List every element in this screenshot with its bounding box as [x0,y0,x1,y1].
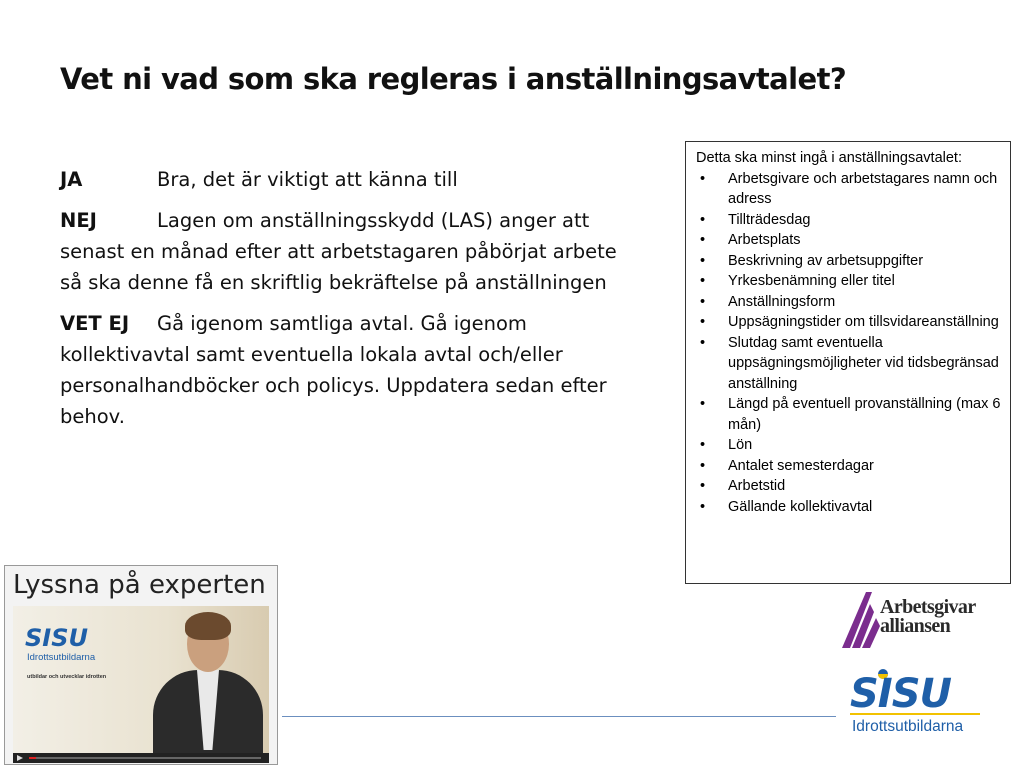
answer-nej [60,205,620,298]
answer-term: JA [60,168,83,191]
arbetsgivaralliansen-logo [880,598,976,636]
list-item [696,251,1002,272]
list-item-text: Arbetsplats [728,232,801,248]
play-icon[interactable] [17,755,23,761]
bullet-icon: • [700,498,706,515]
list-item [696,497,1002,518]
bullet-icon: • [700,211,706,228]
answer-term: VET EJ [60,312,130,335]
list-item-text: Uppsägningstider om tillsvidareanställning [728,314,999,330]
list-item-text: Arbetstid [728,478,786,494]
answers-text [60,164,620,442]
answer-vet-ej [60,308,620,432]
list-item [696,333,1002,395]
requirements-box [685,141,1011,584]
list-item-text: Slutdag samt eventuella uppsägningsmöjligheter vid tidsbegränsad anställning [728,334,999,392]
requirements-list [696,169,1002,518]
bullet-icon: • [700,273,706,289]
list-item [696,169,1002,210]
slide-title: Vet ni vad som ska regleras i anställningsavtalet? [60,62,847,96]
list-item [696,394,1002,435]
list-item [696,476,1002,497]
bullet-icon: • [700,478,706,494]
list-item [696,271,1002,292]
list-item-text: Arbetsgivare och arbetstagares namn och adress [728,170,998,207]
answer-ja [60,164,620,195]
bullet-icon: • [700,232,706,248]
bullet-icon: • [700,170,706,187]
seekbar-progress [29,757,36,759]
bullet-icon: • [700,293,706,310]
bullet-icon: • [700,314,706,330]
answer-text: Lagen om anställningsskydd (LAS) anger att senast en månad efter att arbetstagaren påbörjat arbete så ska denne få en skriftlig bekräftelse på anställningen [60,209,617,294]
video-tagline: utbildar och utvecklar idrotten [27,674,107,680]
list-item-text: Yrkesbenämning eller titel [728,273,895,289]
video-title: Lyssna på experten [13,570,266,600]
logo-line: alliansen [880,615,951,637]
bullet-icon: • [700,396,706,412]
list-item-text: Tillträdesdag [728,211,811,228]
list-item-text: Antalet semesterdagar [728,457,874,474]
answer-term: NEJ [60,209,97,232]
list-item [696,210,1002,231]
list-item [696,312,1002,333]
list-item-text: Gällande kollektivavtal [728,498,873,515]
logo-line: Arbetsgivar [880,596,976,618]
list-item-text: Beskrivning av arbetsuppgifter [728,252,924,269]
list-item-text: Längd på eventuell provanställning (max 6 mån) [728,396,1001,433]
list-item [696,435,1002,456]
list-item [696,292,1002,313]
bullet-icon: • [700,334,706,351]
video-sisu-subtitle: Idrottsutbildarna [27,652,96,663]
video-sisu-logo: SISU [25,624,88,652]
video-controls [13,753,269,763]
video-player[interactable] [4,565,278,765]
sisu-logo: SISU [850,671,951,717]
list-item [696,230,1002,251]
sisu-logo-subtitle: Idrottsutbildarna [852,718,964,735]
requirements-intro: Detta ska minst ingå i anställningsavtalet: [696,150,962,166]
video-seekbar[interactable] [29,757,261,759]
answer-text: Bra, det är viktigt att känna till [157,168,458,191]
video-frame[interactable] [13,606,269,753]
footer-divider [282,716,836,717]
bullet-icon: • [700,457,706,474]
list-item [696,456,1002,477]
bullet-icon: • [700,437,706,453]
speaker-hair [185,612,231,640]
answer-text: Gå igenom samtliga avtal. Gå igenom kollektivavtal samt eventuella lokala avtal och/eller personalhandböcker och policys. Uppdatera sedan efter behov. [60,312,607,428]
bullet-icon: • [700,252,706,269]
list-item-text: Anställningsform [728,293,836,310]
list-item-text: Lön [728,437,753,453]
